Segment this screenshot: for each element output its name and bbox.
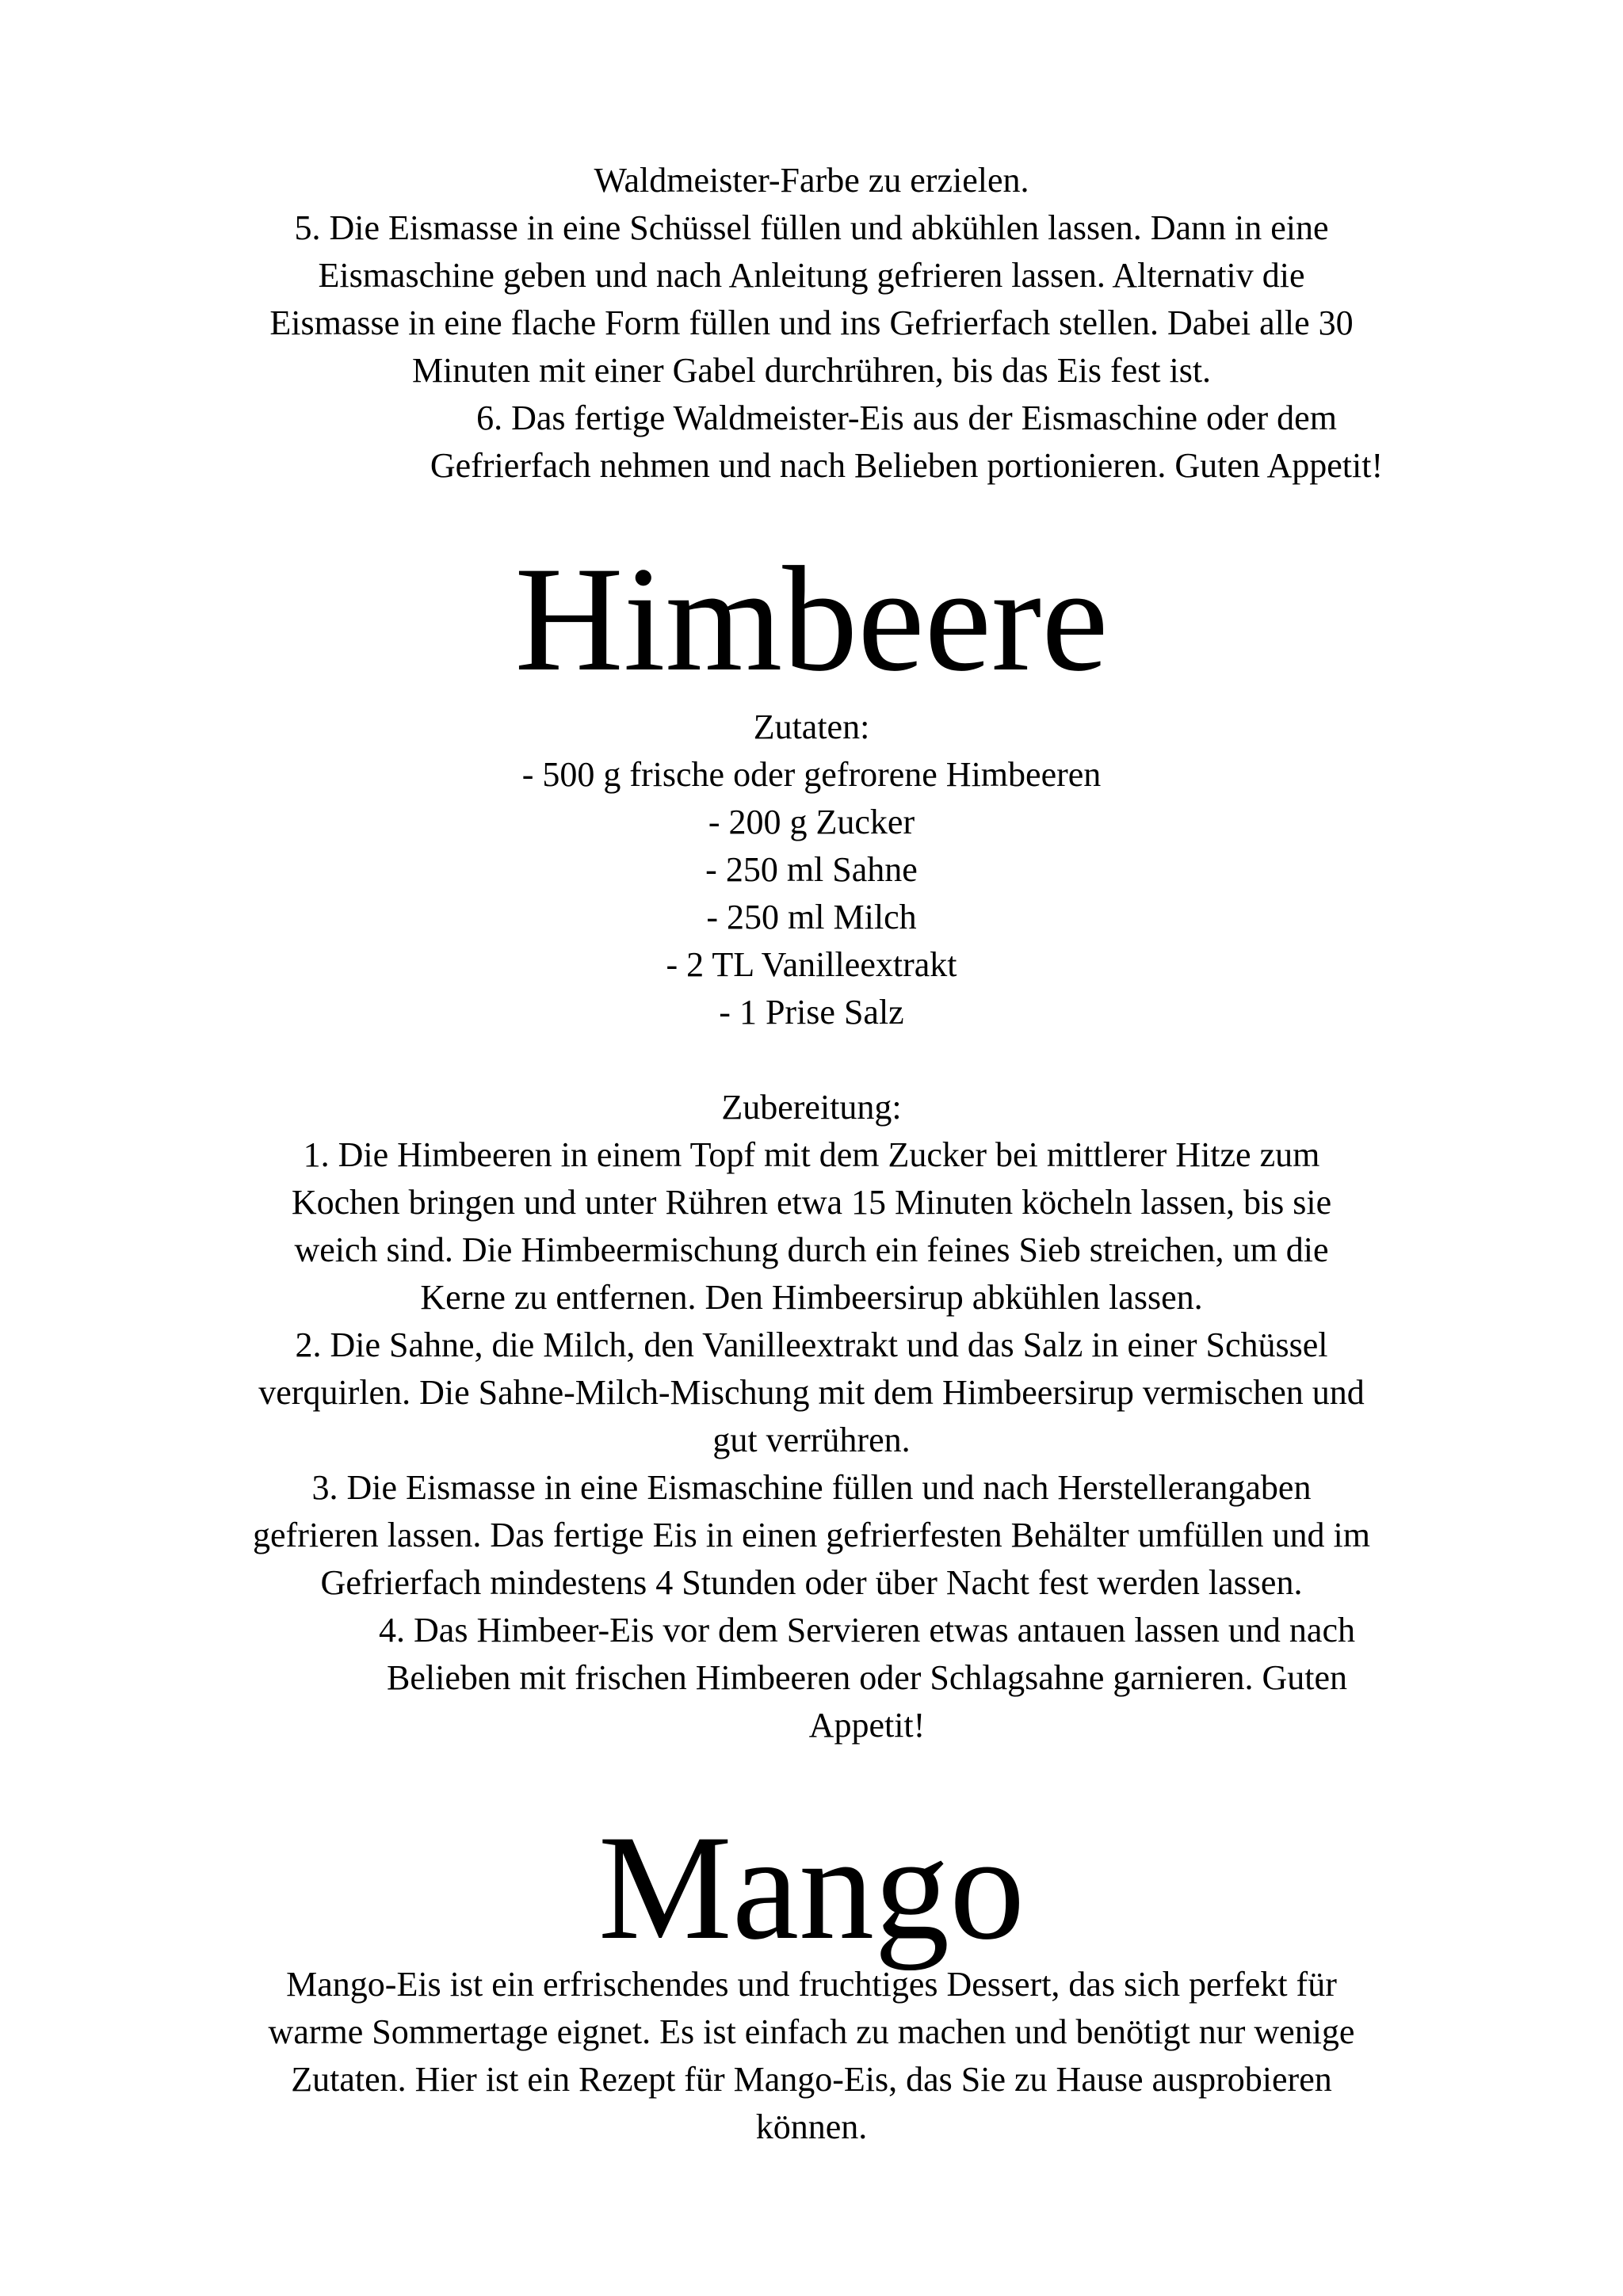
- himbeere-ingredient: - 250 ml Milch: [706, 898, 917, 936]
- himbeere-step4-line: 4. Das Himbeer-Eis vor dem Servieren etwas antauen lassen und nach: [379, 1611, 1355, 1650]
- himbeere-ingredient: - 500 g frische oder gefrorene Himbeeren: [521, 755, 1102, 794]
- himbeere-ingredient: - 2 TL Vanilleextrakt: [666, 945, 957, 984]
- himbeere-step4-line: Appetit!: [808, 1706, 926, 1745]
- himbeere-title: Himbeere: [514, 536, 1109, 703]
- himbeere-step3-line: Gefrierfach mindestens 4 Stunden oder über Nacht fest werden lassen.: [320, 1563, 1303, 1602]
- himbeere-step2-line: 2. Die Sahne, die Milch, den Vanilleextrakt und das Salz in einer Schüssel: [295, 1325, 1328, 1364]
- step5-line-1: 5. Die Eismasse in eine Schüssel füllen und abkühlen lassen. Dann in eine: [294, 208, 1329, 247]
- himbeere-step1-line: Kochen bringen und unter Rühren etwa 15 Minuten köcheln lassen, bis sie: [291, 1183, 1332, 1222]
- mango-intro-line: können.: [755, 2107, 868, 2146]
- himbeere-ingredient: - 200 g Zucker: [708, 803, 915, 841]
- step6-line-2: Gefrierfach nehmen und nach Belieben portionieren. Guten Appetit!: [430, 446, 1384, 485]
- himbeere-step1-line: weich sind. Die Himbeermischung durch ein feines Sieb streichen, um die: [294, 1230, 1329, 1269]
- step5-line-3: Eismasse in eine flache Form füllen und ins Gefrierfach stellen. Dabei alle 30: [269, 303, 1354, 342]
- himbeere-ingredient: - 1 Prise Salz: [719, 993, 904, 1032]
- himbeere-step3-line: gefrieren lassen. Das fertige Eis in einen gefrierfesten Behälter umfüllen und im: [253, 1516, 1370, 1554]
- step6-line-1: 6. Das fertige Waldmeister-Eis aus der Eismaschine oder dem: [476, 399, 1337, 437]
- mango-intro-line: Mango-Eis ist ein erfrischendes und fruchtiges Dessert, das sich perfekt für: [286, 1965, 1337, 2004]
- himbeere-preparation-label: Zubereitung:: [721, 1088, 902, 1127]
- himbeere-step4-line: Belieben mit frischen Himbeeren oder Schlagsahne garnieren. Guten: [387, 1658, 1347, 1697]
- mango-title: Mango: [598, 1805, 1025, 1971]
- himbeere-step2-line: verquirlen. Die Sahne-Milch-Mischung mit dem Himbeersirup vermischen und: [258, 1373, 1365, 1412]
- himbeere-step2-line: gut verrühren.: [712, 1421, 911, 1459]
- himbeere-ingredient: - 250 ml Sahne: [705, 850, 918, 889]
- himbeere-step1-line: 1. Die Himbeeren in einem Topf mit dem Zucker bei mittlerer Hitze zum: [303, 1135, 1320, 1174]
- step5-line-4: Minuten mit einer Gabel durchrühren, bis das Eis fest ist.: [411, 351, 1212, 390]
- step5-line-2: Eismaschine geben und nach Anleitung gefrieren lassen. Alternativ die: [318, 256, 1305, 295]
- mango-intro-line: warme Sommertage eignet. Es ist einfach zu machen und benötigt nur wenige: [268, 2012, 1355, 2051]
- mango-intro-line: Zutaten. Hier ist ein Rezept für Mango-Eis, das Sie zu Hause ausprobieren: [291, 2060, 1332, 2099]
- himbeere-step3-line: 3. Die Eismasse in eine Eismaschine füllen und nach Herstellerangaben: [311, 1468, 1312, 1507]
- himbeere-step1-line: Kerne zu entfernen. Den Himbeersirup abkühlen lassen.: [420, 1278, 1203, 1317]
- continuation-line: Waldmeister-Farbe zu erzielen.: [594, 161, 1029, 200]
- himbeere-ingredients-label: Zutaten:: [753, 707, 870, 746]
